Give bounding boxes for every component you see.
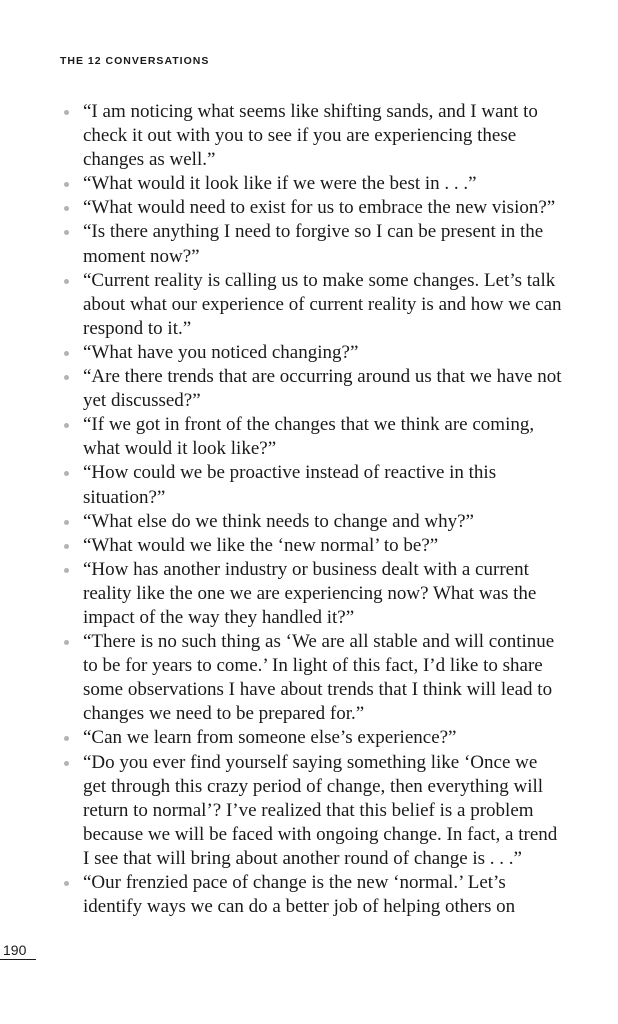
running-head: THE 12 CONVERSATIONS: [60, 55, 210, 67]
list-item: [60, 196, 565, 220]
bullet-icon: [64, 544, 69, 549]
list-item-text: “Are there trends that are occurring around us that we have not yet discussed?”: [83, 366, 562, 412]
page-number: 190: [0, 941, 36, 960]
list-item-text: “Current reality is calling us to make some changes. Let’s talk about what our experience of current reality is and how we can respond to it.”: [83, 269, 562, 339]
bullet-icon: [64, 423, 69, 428]
list-item-text: “Is there anything I need to forgive so I can be present in the moment now?”: [83, 221, 544, 267]
list-item-text: “What else do we think needs to change and why?”: [83, 510, 474, 532]
question-list: [60, 100, 565, 919]
list-item-text: “What would we like the ‘new normal’ to be?”: [83, 534, 439, 556]
bullet-icon: [64, 568, 69, 573]
list-item-text: “What would it look like if we were the best in . . .”: [83, 173, 477, 195]
list-item-text: “If we got in front of the changes that we think are coming, what would it look like?”: [83, 414, 535, 460]
bullet-icon: [64, 881, 69, 886]
bullet-icon: [64, 520, 69, 525]
list-item: [60, 172, 565, 196]
bullet-icon: [64, 471, 69, 476]
list-item: [60, 751, 565, 871]
list-item: [60, 341, 565, 365]
list-item: [60, 726, 565, 750]
list-item: [60, 269, 565, 341]
list-item-text: “Can we learn from someone else’s experience?”: [83, 727, 457, 749]
list-item: [60, 220, 565, 268]
list-item: [60, 630, 565, 726]
bullet-icon: [64, 279, 69, 284]
list-item-text: “What would need to exist for us to embrace the new vision?”: [83, 197, 556, 219]
list-item-text: “How could we be proactive instead of reactive in this situation?”: [83, 462, 497, 508]
bullet-icon: [64, 640, 69, 645]
list-item: [60, 558, 565, 630]
list-item: [60, 534, 565, 558]
bullet-icon: [64, 736, 69, 741]
list-item: [60, 461, 565, 509]
bullet-icon: [64, 110, 69, 115]
bullet-icon: [64, 230, 69, 235]
list-item: [60, 365, 565, 413]
list-item: [60, 871, 565, 919]
bullet-icon: [64, 375, 69, 380]
bullet-icon: [64, 206, 69, 211]
list-item-text: “What have you noticed changing?”: [83, 341, 359, 363]
list-item-text: “Our frenzied pace of change is the new ‘normal.’ Let’s identify ways we can do a better job of helping others on: [83, 872, 516, 918]
list-item: [60, 100, 565, 172]
list-item: [60, 510, 565, 534]
bullet-icon: [64, 351, 69, 356]
list-item-text: “Do you ever find yourself saying something like ‘Once we get through this crazy period of change, then everything will return to normal’? I’ve realized that this belief is a problem because we will be faced with ongoing change. In fact, a trend I see that will bring about another round of change is . . .”: [83, 751, 558, 869]
list-item-text: “How has another industry or business dealt with a current reality like the one we are experiencing now? What was the impact of the way they handled it?”: [83, 558, 537, 628]
list-item-text: “There is no such thing as ‘We are all stable and will continue to be for years to come.’ In light of this fact, I’d like to share some observations I have about trends that I think will lead to changes we need to be prepared for.”: [83, 631, 555, 725]
bullet-icon: [64, 182, 69, 187]
bullet-icon: [64, 761, 69, 766]
list-item-text: “I am noticing what seems like shifting sands, and I want to check it out with you to see if you are experiencing these changes as well.”: [83, 101, 538, 171]
list-item: [60, 413, 565, 461]
